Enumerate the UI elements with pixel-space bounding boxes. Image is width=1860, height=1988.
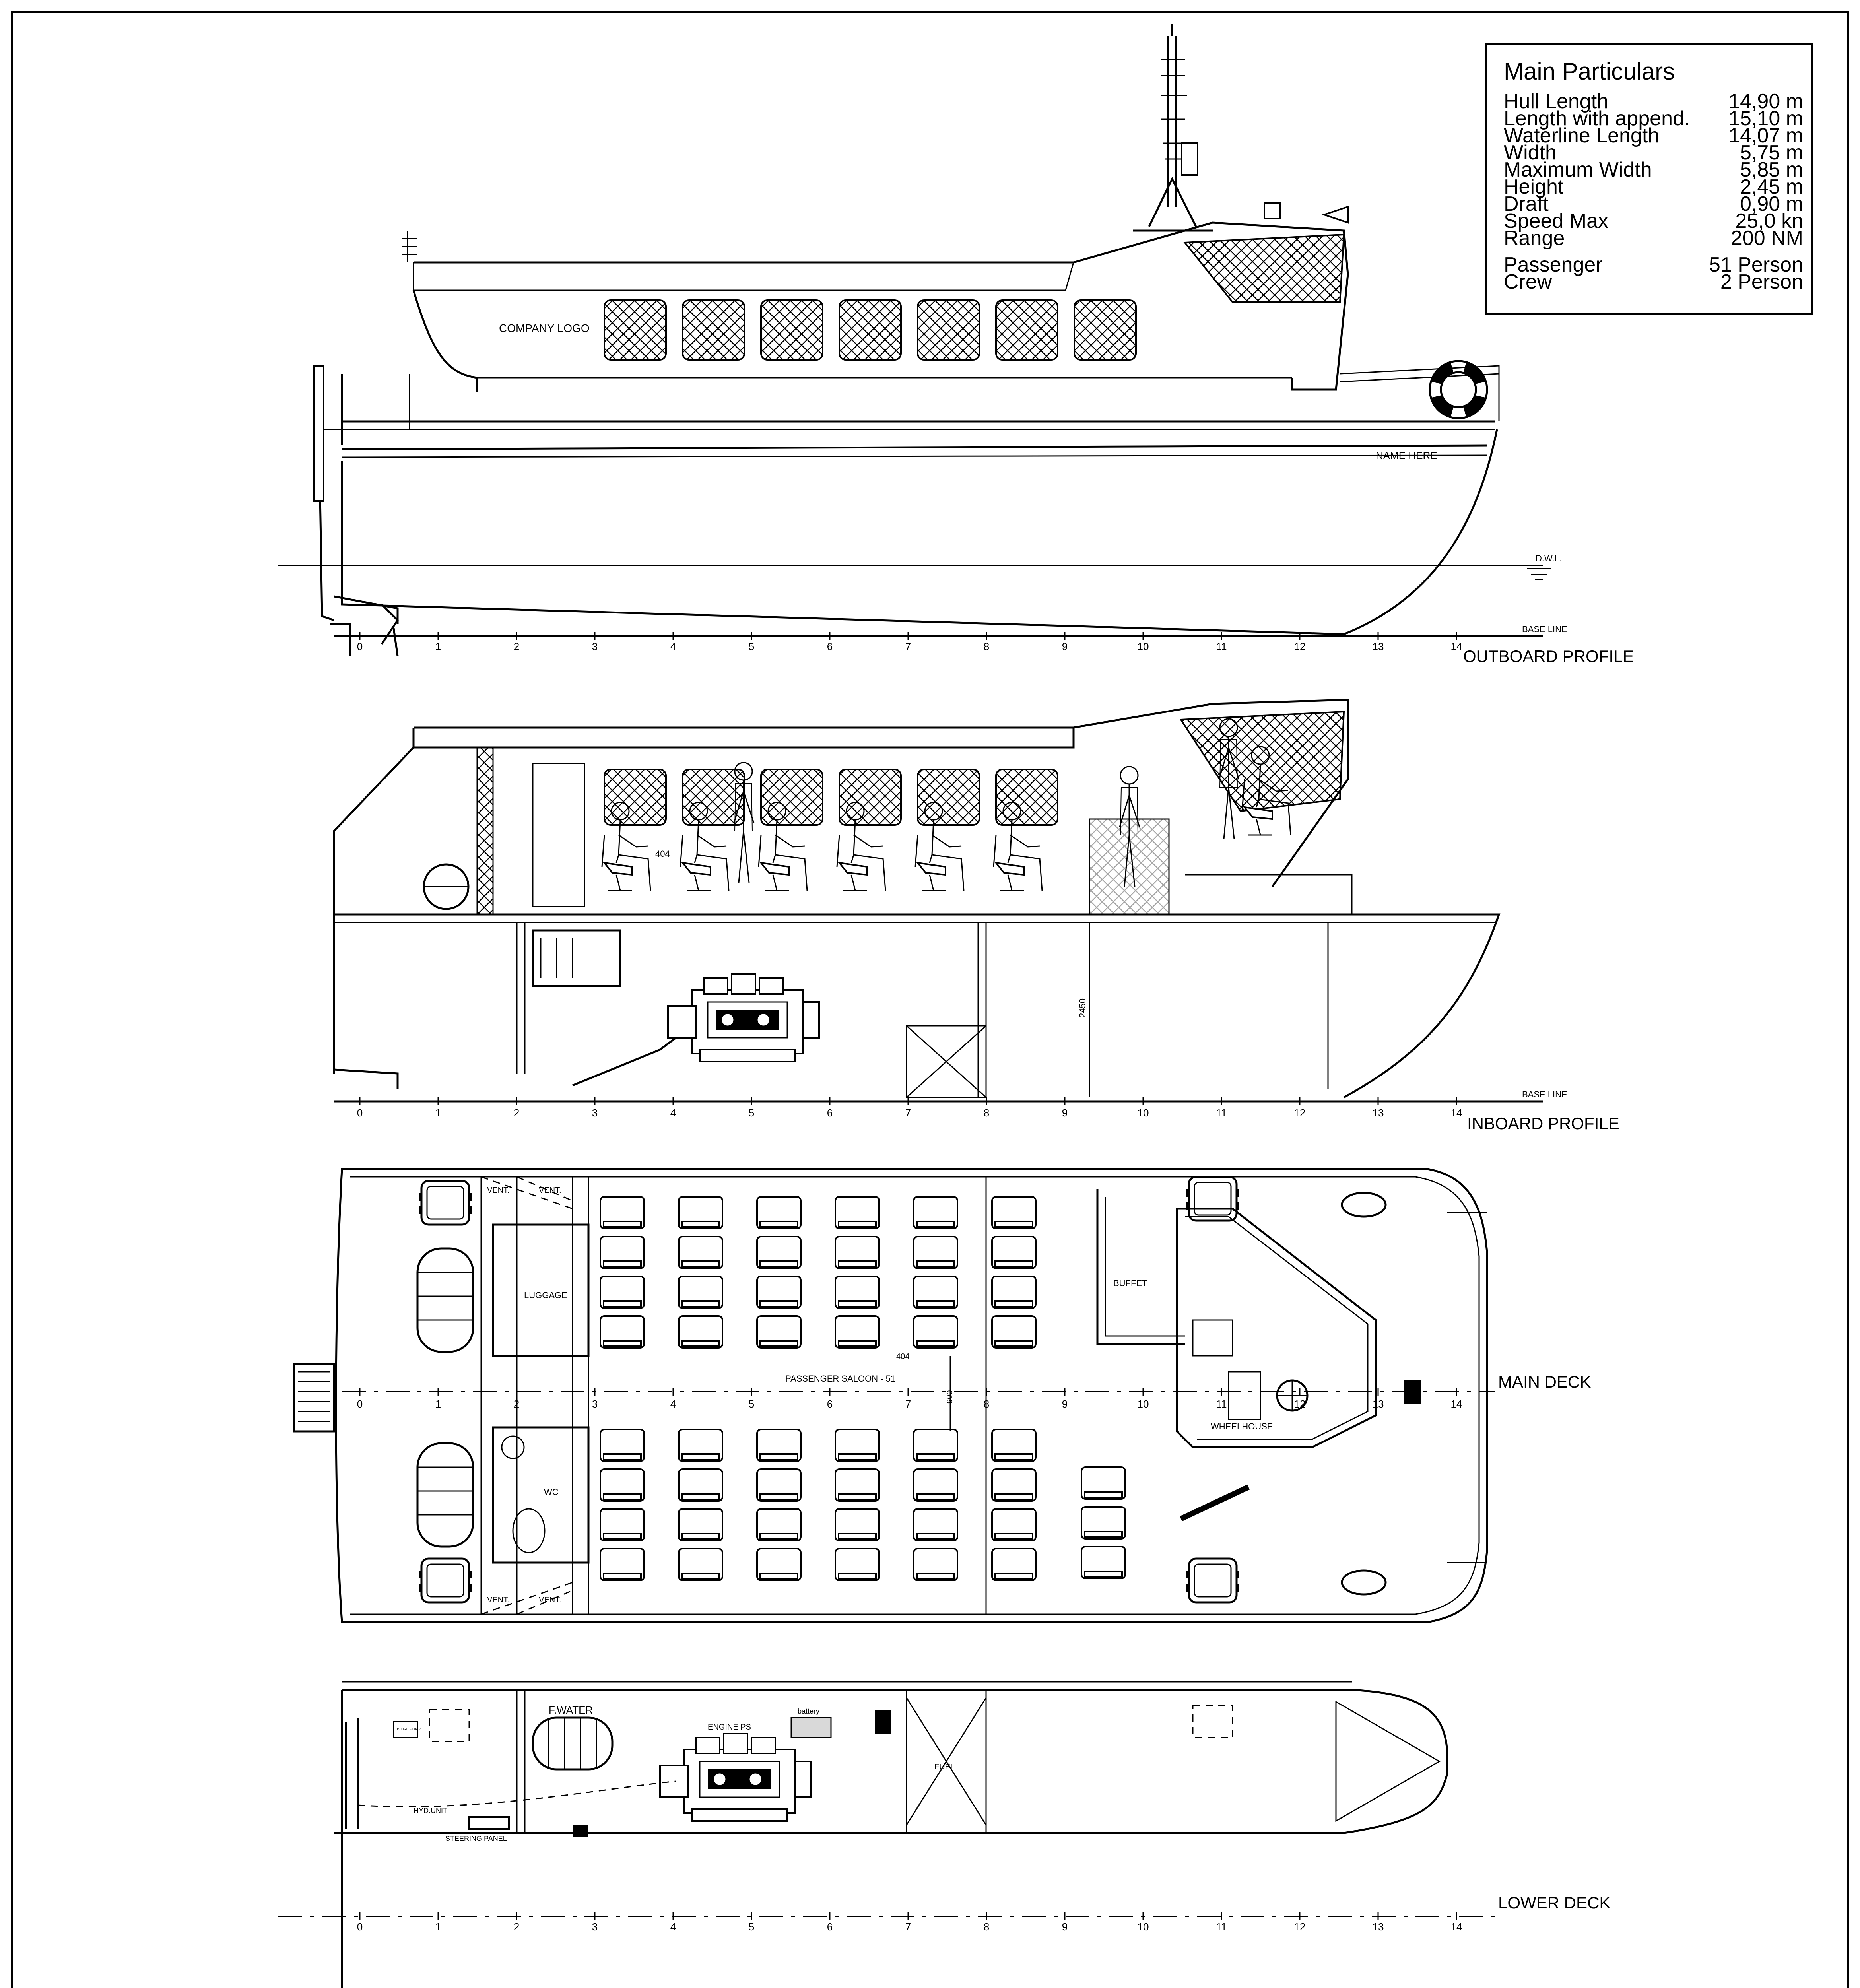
frame-number: 5 <box>748 641 755 652</box>
bow-porthole-icon <box>1342 1571 1386 1594</box>
seat <box>1081 1467 1125 1499</box>
frame-number: 8 <box>983 1398 990 1410</box>
anchor-winch-icon <box>1404 1380 1421 1404</box>
hyd-unit-label: HYD.UNIT <box>414 1807 447 1815</box>
frame-number: 11 <box>1216 1921 1227 1933</box>
window <box>996 300 1058 360</box>
outboard-profile <box>278 24 1634 666</box>
frame-number: 7 <box>905 641 911 652</box>
vent-label: VENT. <box>487 1186 510 1195</box>
seat <box>835 1509 879 1541</box>
seat <box>992 1549 1036 1580</box>
hatch-icon <box>419 1559 472 1602</box>
seat <box>679 1316 722 1348</box>
frame-number: 8 <box>983 1107 990 1119</box>
particular-value: 14,90 m <box>1728 90 1803 113</box>
bow-void <box>1336 1702 1439 1821</box>
dwl-label: D.W.L. <box>1536 553 1562 563</box>
seat <box>992 1509 1036 1541</box>
particular-value: 14,07 m <box>1728 124 1803 147</box>
seat <box>835 1276 879 1308</box>
seat <box>835 1237 879 1268</box>
seat <box>679 1276 722 1308</box>
wheelhouse-window <box>1185 235 1344 302</box>
frame-number: 12 <box>1294 1921 1306 1933</box>
seat <box>835 1316 879 1348</box>
seat <box>992 1237 1036 1268</box>
frame-number: 10 <box>1137 1921 1149 1933</box>
frame-number: 13 <box>1372 1921 1384 1933</box>
liferaft-icon <box>417 1443 473 1547</box>
seat <box>757 1316 801 1348</box>
passenger-seats <box>600 1197 1125 1580</box>
seat <box>757 1469 801 1501</box>
particular-label: Passenger <box>1504 253 1603 276</box>
particular-value: 15,10 m <box>1728 107 1803 130</box>
seat <box>835 1469 879 1501</box>
outboard-profile-title: OUTBOARD PROFILE <box>1463 647 1634 666</box>
vent-label: VENT. <box>539 1186 561 1195</box>
company-logo-text: COMPANY LOGO <box>499 322 590 334</box>
saloon-windows <box>604 300 1136 360</box>
seat <box>757 1549 801 1580</box>
seat <box>914 1429 957 1461</box>
seat <box>992 1469 1036 1501</box>
particular-label: Width <box>1504 141 1557 164</box>
particular-value: 0,90 m <box>1740 192 1803 215</box>
seat <box>600 1197 644 1229</box>
main-deck-title: MAIN DECK <box>1498 1373 1591 1391</box>
frame-number: 11 <box>1216 1107 1227 1119</box>
lower-deck-title: LOWER DECK <box>1498 1893 1611 1912</box>
main-deck-plan <box>294 1169 1591 1622</box>
battery-icon <box>791 1718 831 1738</box>
frame-number: 1 <box>435 1921 441 1933</box>
window <box>604 300 666 360</box>
wc-label: WC <box>544 1487 559 1497</box>
particular-label: Height <box>1504 175 1564 198</box>
frame-number: 14 <box>1450 1398 1462 1410</box>
frame-number: 8 <box>983 641 990 652</box>
particular-label: Draft <box>1504 192 1549 215</box>
frame-number: 9 <box>1062 1921 1068 1933</box>
frame-number: 0 <box>357 1921 363 1933</box>
seat <box>835 1549 879 1580</box>
washbasin-icon <box>502 1436 524 1458</box>
seat <box>1081 1547 1125 1578</box>
particular-value: 51 Person <box>1709 253 1803 276</box>
seat <box>1081 1507 1125 1539</box>
frame-number: 0 <box>357 641 363 652</box>
particular-label: Maximum Width <box>1504 158 1652 181</box>
seat <box>679 1237 722 1268</box>
seat <box>679 1197 722 1229</box>
bilge-label: BILGE PUMP <box>397 1727 421 1732</box>
particular-label: Speed Max <box>1504 210 1609 233</box>
propeller-shaft <box>573 1038 676 1085</box>
frame-number: 7 <box>905 1921 911 1933</box>
frame-number: 5 <box>748 1921 755 1933</box>
buffet-label: BUFFET <box>1113 1278 1147 1288</box>
seat <box>679 1549 722 1580</box>
aft-door <box>533 763 584 907</box>
height-dim-2450: 2450 <box>1078 998 1087 1018</box>
frame-number: 0 <box>357 1398 363 1410</box>
frame-number: 7 <box>905 1398 911 1410</box>
frame-number: 4 <box>670 1107 676 1119</box>
frame-number: 2 <box>513 1398 520 1410</box>
seat <box>835 1429 879 1461</box>
seat <box>992 1429 1036 1461</box>
inboard-saloon-windows <box>604 769 1058 825</box>
boarding-ladder <box>1181 1487 1248 1519</box>
seat <box>600 1509 644 1541</box>
hatch-icon <box>1186 1177 1239 1221</box>
frame-number: 1 <box>435 641 441 652</box>
frame-number: 3 <box>592 1921 598 1933</box>
frame-number: 11 <box>1216 1398 1227 1410</box>
frame-number: 3 <box>592 1107 598 1119</box>
particular-label: Waterline Length <box>1504 124 1660 147</box>
frame-number: 2 <box>513 641 520 652</box>
frame-number: 4 <box>670 1921 676 1933</box>
seat <box>757 1197 801 1229</box>
window <box>839 300 901 360</box>
particular-value: 5,75 m <box>1740 141 1803 164</box>
main-particulars-box <box>1486 44 1812 314</box>
name-here-text: NAME HERE <box>1376 450 1437 462</box>
frame-number: 13 <box>1372 1107 1384 1119</box>
frame-number: 9 <box>1062 1398 1068 1410</box>
inboard-base-line-label: BASE LINE <box>1522 1089 1567 1099</box>
frame-number: 9 <box>1062 1107 1068 1119</box>
lifebuoy-icon <box>1430 361 1487 418</box>
seat <box>914 1276 957 1308</box>
battery-label: battery <box>798 1707 820 1715</box>
seat <box>600 1237 644 1268</box>
frame-number: 8 <box>983 1921 990 1933</box>
wheelhouse-outline <box>1177 1209 1376 1447</box>
liferaft-icon <box>417 1248 473 1352</box>
lower-deck-plan <box>278 1682 1610 1988</box>
frame-number: 13 <box>1372 1398 1384 1410</box>
inboard-profile <box>334 700 1619 1133</box>
frame-number: 3 <box>592 1398 598 1410</box>
seat <box>914 1197 957 1229</box>
seat <box>600 1276 644 1308</box>
seat <box>757 1237 801 1268</box>
buffet-counter <box>1097 1189 1185 1344</box>
particular-value: 5,85 m <box>1740 158 1803 181</box>
frame-number: 14 <box>1450 1107 1462 1119</box>
frame-number: 11 <box>1216 641 1227 652</box>
seat <box>914 1549 957 1580</box>
seat <box>757 1429 801 1461</box>
seat <box>914 1509 957 1541</box>
frame-number: 6 <box>827 1398 833 1410</box>
seat <box>992 1316 1036 1348</box>
frame-number: 5 <box>748 1107 755 1119</box>
frame-number: 1 <box>435 1107 441 1119</box>
luggage-label: LUGGAGE <box>524 1290 567 1300</box>
seat <box>679 1509 722 1541</box>
steering-panel-label: STEERING PANEL <box>445 1835 507 1842</box>
particular-value: 25,0 kn <box>1735 210 1803 233</box>
seat <box>914 1469 957 1501</box>
particular-label: Crew <box>1504 270 1552 293</box>
seat <box>992 1276 1036 1308</box>
frame-number: 6 <box>827 1921 833 1933</box>
particular-value: 2,45 m <box>1740 175 1803 198</box>
horn-icon <box>1324 207 1348 223</box>
frame-number: 12 <box>1294 641 1306 652</box>
frame-number: 12 <box>1294 1107 1306 1119</box>
engine-ps-icon <box>660 1734 811 1821</box>
window <box>918 300 979 360</box>
frame-number: 9 <box>1062 641 1068 652</box>
frame-number: 0 <box>357 1107 363 1119</box>
frame-number: 4 <box>670 641 676 652</box>
vent-label: VENT. <box>487 1596 510 1604</box>
freshwater-label: F.WATER <box>549 1704 593 1716</box>
frame-number: 6 <box>827 1107 833 1119</box>
seat-pitch-dim: 404 <box>896 1352 910 1361</box>
seat <box>835 1197 879 1229</box>
helm-chair <box>1229 1372 1260 1419</box>
window <box>683 300 744 360</box>
vent-label: VENT. <box>539 1596 561 1604</box>
frame-number: 10 <box>1137 1398 1149 1410</box>
seat <box>679 1429 722 1461</box>
seat <box>757 1276 801 1308</box>
bow-porthole-icon <box>1342 1193 1386 1217</box>
frame-number: 10 <box>1137 1107 1149 1119</box>
frame-number: 7 <box>905 1107 911 1119</box>
frame-number: 14 <box>1450 641 1462 652</box>
aisle-width-dim: 900 <box>946 1390 954 1404</box>
frame-number: 2 <box>513 1107 520 1119</box>
hatch-icon <box>419 1181 472 1225</box>
particular-value: 200 NM <box>1730 227 1803 250</box>
particulars-rows <box>1504 90 1803 293</box>
engine-ps-label: ENGINE PS <box>708 1723 751 1732</box>
seat <box>600 1429 644 1461</box>
seat-pitch-dim: 404 <box>655 849 670 859</box>
seat <box>914 1316 957 1348</box>
seat <box>600 1549 644 1580</box>
seat <box>757 1509 801 1541</box>
seat <box>600 1316 644 1348</box>
frame-number: 12 <box>1294 1398 1306 1410</box>
inboard-profile-title: INBOARD PROFILE <box>1467 1114 1619 1133</box>
particular-label: Range <box>1504 227 1565 250</box>
water-tank-section <box>533 930 620 986</box>
hatch-icon <box>1186 1559 1239 1602</box>
freshwater-tank <box>533 1718 612 1769</box>
frame-number: 14 <box>1450 1921 1462 1933</box>
fuel-tank-label: FUEL <box>934 1763 955 1771</box>
wheelhouse-seat <box>1193 1320 1233 1356</box>
base-line-label: BASE LINE <box>1522 624 1567 634</box>
wc-room <box>493 1427 588 1563</box>
searchlight-icon <box>1264 203 1280 219</box>
frame-number: 10 <box>1137 641 1149 652</box>
particular-label: Length with append. <box>1504 107 1690 130</box>
seat <box>914 1237 957 1268</box>
frame-numbers-lower-deck <box>357 1912 1462 1933</box>
frame-number: 6 <box>827 641 833 652</box>
particular-label: Hull Length <box>1504 90 1609 113</box>
particulars-title: Main Particulars <box>1504 58 1675 85</box>
window <box>761 300 823 360</box>
rudder-stock <box>346 1718 358 1988</box>
frame-numbers-main-deck <box>357 1388 1462 1410</box>
steering-panel <box>469 1817 509 1829</box>
wheelhouse-label: WHEELHOUSE <box>1211 1421 1273 1431</box>
seat <box>600 1469 644 1501</box>
toilet-icon <box>513 1509 545 1553</box>
seat <box>679 1469 722 1501</box>
frame-number: 2 <box>513 1921 520 1933</box>
frame-number: 3 <box>592 641 598 652</box>
frame-number: 5 <box>748 1398 755 1410</box>
frame-number: 4 <box>670 1398 676 1410</box>
frame-number: 1 <box>435 1398 441 1410</box>
frame-number: 13 <box>1372 641 1384 652</box>
saloon-label: PASSENGER SALOON - 51 <box>785 1374 896 1384</box>
window <box>1074 300 1136 360</box>
seat <box>992 1197 1036 1229</box>
particular-value: 2 Person <box>1720 270 1803 293</box>
